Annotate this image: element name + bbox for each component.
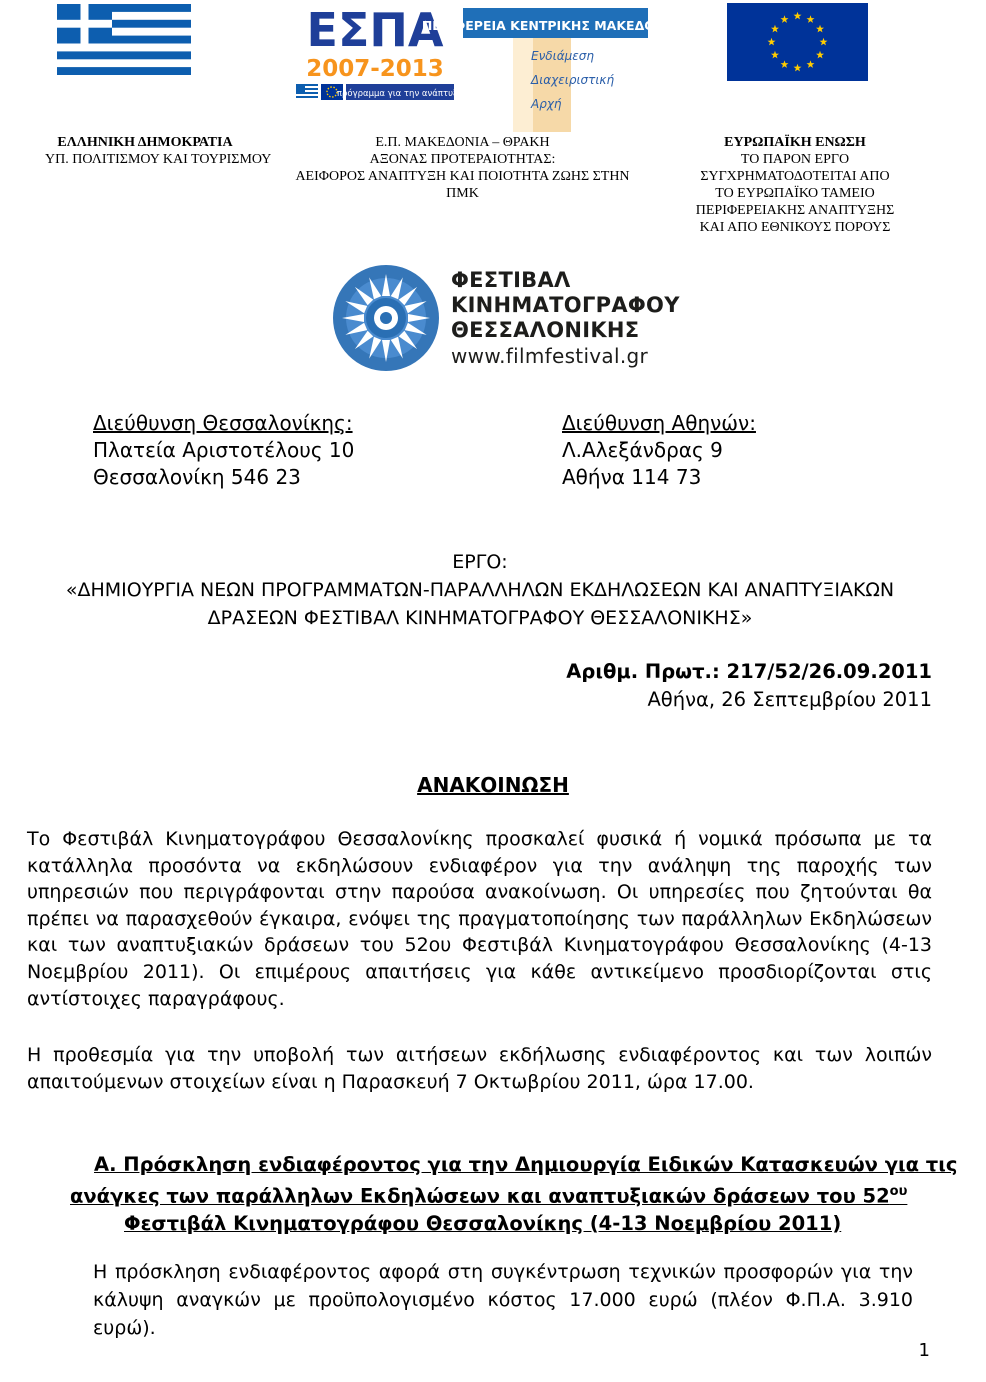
festival-name-line3: ΘΕΣΣΑΛΟΝΙΚΗΣ bbox=[451, 318, 640, 342]
athens-city: Αθήνα 114 73 bbox=[562, 465, 702, 489]
eu-label: ΕΥΡΩΠΑΪΚΗ ΕΝΩΣΗ bbox=[724, 135, 866, 150]
espa-logo bbox=[296, 2, 464, 102]
project-block bbox=[0, 549, 960, 632]
protocol-block bbox=[566, 658, 932, 714]
cofunding-line5: ΚΑΙ ΑΠΟ ΕΘΝΙΚΟΥΣ ΠΟΡΟΥΣ bbox=[699, 220, 891, 235]
espa-title: ΕΣΠΑ bbox=[306, 3, 444, 57]
greek-republic-label: ΕΛΛΗΝΙΚΗ ΔΗΜΟΚΡΑΤΙΑ bbox=[57, 135, 233, 150]
espa-years: 2007-2013 bbox=[306, 56, 444, 82]
ministry-label: ΥΠ. ΠΟΛΙΤΙΣΜΟΥ ΚΑΙ ΤΟΥΡΙΣΜΟΥ bbox=[45, 152, 272, 167]
festival-name-line2: ΚΙΝΗΜΑΤΟΓΡΑΦΟΥ bbox=[451, 293, 680, 317]
project-label: ΕΡΓΟ: bbox=[452, 551, 508, 573]
festival-name-line1: ΦΕΣΤΙΒΑΛ bbox=[451, 268, 571, 292]
section-a-body: Η πρόσκληση ενδιαφέροντος αφορά στη συγκέντρωση τεχνικών προσφορών για την κάλυψη αναγκών με προϋπολογισμένο κόστος 17.000 ευρώ (πλέον Φ.Π.Α. 3.910 ευρώ). bbox=[93, 1261, 913, 1339]
priority-axis-label: ΑΞΟΝΑΣ ΠΡΟΤΕΡΑΙΟΤΗΤΑΣ: bbox=[369, 152, 556, 167]
authority-line3: Αρχή bbox=[531, 97, 562, 111]
axis-title-line1: ΑΕΙΦΟΡΟΣ ΑΝΑΠΤΥΞΗ ΚΑΙ ΠΟΙΟΤΗΤΑ ΖΩΗΣ ΣΤΗΝ bbox=[295, 169, 630, 184]
program-label: Ε.Π. ΜΑΚΕΔΟΝΙΑ – ΘΡΑΚΗ bbox=[375, 135, 550, 150]
cofunding-line4: ΠΕΡΙΦΕΡΕΙΑΚΗΣ ΑΝΑΠΤΥΞΗΣ bbox=[695, 203, 895, 218]
announcement-heading: ΑΝΑΚΟΙΝΩΣΗ bbox=[417, 773, 569, 797]
athens-address-heading: Διεύθυνση Αθηνών: bbox=[562, 411, 756, 435]
protocol-date: Αθήνα, 26 Σεπτεμβρίου 2011 bbox=[647, 688, 932, 711]
region-name: ΠΕΡΙΦΕΡΕΙΑ ΚΕΝΤΡΙΚΗΣ ΜΑΚΕΔΟΝΙΑΣ bbox=[421, 18, 689, 33]
announcement-paragraph-2 bbox=[27, 1042, 932, 1095]
thessaloniki-address bbox=[93, 410, 354, 491]
project-title-line2: ΔΡΑΣΕΩΝ ΦΕΣΤΙΒΑΛ ΚΙΝΗΜΑΤΟΓΡΑΦΟΥ ΘΕΣΣΑΛΟΝΙΚΗΣ» bbox=[207, 607, 753, 629]
announcement-paragraph-1-text: Το Φεστιβάλ Κινηματογράφου Θεσσαλονίκης προσκαλεί φυσικά ή νομικά πρόσωπα με τα κατάλληλα προσόντα να εκδηλώσουν ενδιαφέρον για την ανάληψη της παροχής των υπηρεσιών που περιγράφονται στην παρούσα ανακοίνωση. Οι υπηρεσίες που ζητούνται θα πρέπει να παρασχεθούν έγκαιρα, ενόψει της πραγματοποίησης των παράλληλων Εκδηλώσεων και των αναπτυξιακών δράσεων του 52ου Φεστιβάλ Κινηματογράφου Θεσσαλονίκης (4-13 Νοεμβρίου 2011). Οι επιμέρους απαιτήσεις για κάθε αντικείμενο προσδιορίζονται στις αντίστοιχες παραγράφους. bbox=[27, 828, 932, 1010]
thessaloniki-street: Πλατεία Αριστοτέλους 10 bbox=[93, 438, 355, 462]
cofunding-line2: ΣΥΓΧΡΗΜΑΤΟΔΟΤΕΙΤΑΙ ΑΠΟ bbox=[700, 169, 890, 184]
project-title-line1: «ΔΗΜΙΟΥΡΓΙΑ ΝΕΩΝ ΠΡΟΓΡΑΜΜΑΤΩΝ-ΠΑΡΑΛΛΗΛΩΝ ΕΚΔΗΛΩΣΕΩΝ ΚΑΙ ΑΝΑΠΤΥΞΙΑΚΩΝ bbox=[65, 579, 895, 601]
announcement-paragraph-2-text: Η προθεσμία για την υποβολή των αιτήσεων εκδήλωσης ενδιαφέροντος και των λοιπών απαιτούμενων στοιχείων είναι η Παρασκευή 7 Οκτωβρίου 2011, ώρα 17.00. bbox=[27, 1044, 932, 1093]
authority-line1: Ενδιάμεση bbox=[531, 49, 594, 63]
section-a-title-line2-wrap bbox=[66, 1178, 959, 1210]
athens-street: Λ.Αλεξάνδρας 9 bbox=[562, 438, 723, 462]
section-a-title-line3: Φεστιβάλ Κινηματογράφου Θεσσαλονίκης (4-13 Νοεμβρίου 2011) bbox=[124, 1211, 842, 1235]
eu-flag-logo bbox=[727, 3, 868, 81]
header-middle-text bbox=[270, 134, 655, 202]
section-a-title-line1: Α. Πρόσκληση ενδιαφέροντος για την Δημιουργία Ειδικών Κατασκευών για τις bbox=[94, 1153, 958, 1176]
section-a-title bbox=[66, 1151, 959, 1237]
axis-title-line2: ΠΜΚ bbox=[446, 186, 479, 201]
central-macedonia-logo bbox=[421, 4, 689, 132]
greek-flag-logo bbox=[57, 4, 191, 75]
page-number: 1 bbox=[918, 1340, 930, 1361]
espa-tagline: πρόγραμμα για την ανάπτυξη bbox=[336, 89, 464, 99]
header-right-text bbox=[680, 134, 910, 236]
cofunding-line3: ΤΟ ΕΥΡΩΠΑΪΚΟ ΤΑΜΕΙΟ bbox=[715, 186, 875, 201]
authority-line2: Διαχειριστική bbox=[531, 73, 615, 87]
section-a-title-sup: ου bbox=[889, 1184, 908, 1199]
header-left-text bbox=[45, 134, 272, 168]
protocol-number: Αριθμ. Πρωτ.: 217/52/26.09.2011 bbox=[566, 660, 932, 683]
thessaloniki-city: Θεσσαλονίκη 546 23 bbox=[93, 465, 301, 489]
cofunding-line1: ΤΟ ΠΑΡΟΝ ΕΡΓΟ bbox=[740, 152, 850, 167]
announcement-paragraph-1 bbox=[27, 826, 932, 1012]
section-a-title-line2: ανάγκες των παράλληλων Εκδηλώσεων και αναπτυξιακών δράσεων του 52 bbox=[70, 1184, 890, 1208]
festival-emblem-icon bbox=[330, 262, 442, 374]
festival-url: www.filmfestival.gr bbox=[451, 344, 649, 368]
athens-address bbox=[562, 410, 756, 491]
thessaloniki-address-heading: Διεύθυνση Θεσσαλονίκης: bbox=[93, 411, 353, 435]
